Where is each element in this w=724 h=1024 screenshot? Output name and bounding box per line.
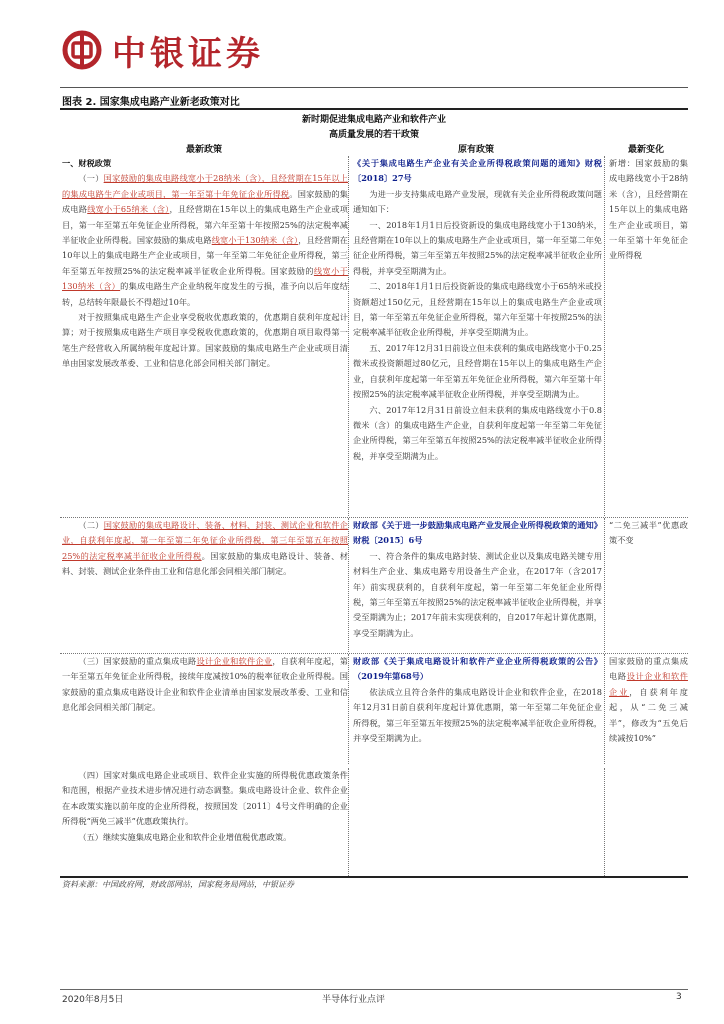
cell-paragraph: 《关于集成电路生产企业有关企业所得税政策问题的通知》财税〔2018〕27号 <box>353 158 602 184</box>
table-row <box>60 156 688 516</box>
source-note: 资料来源：中国政府网，财政部网站，国家税务局网站，中银证券 <box>62 880 294 889</box>
cell-paragraph: “二免三减半”优惠政策不变 <box>609 520 688 546</box>
cell-paragraph: 对于按照集成电路生产企业享受税收优惠政策的，优惠期自获利年度起计算；对于按照集成电路生产项目享受税收优惠政策的，优惠期自项目取得第一笔生产经营收入所属纳税年度起计算。国家鼓励的集成电路生产企业或项目清单由国家发展改革委、工业和信息化部会同相关部门制定。 <box>62 312 348 369</box>
cell-new-policy <box>62 654 348 764</box>
cell-paragraph: 新增：国家鼓励的集成电路线宽小于28纳米（含），且经营期在15年以上的集成电路生产企业或项目，第一年至第十年免征企业所得税 <box>609 158 688 261</box>
cell-old-policy <box>348 518 602 652</box>
bank-of-china-logo-icon <box>62 30 102 70</box>
brand-logo <box>62 28 264 72</box>
cell-new-policy <box>62 768 348 876</box>
cell-old-policy <box>348 156 602 516</box>
cell-paragraph: （五）继续实施集成电路企业和软件企业增值税优惠政策。 <box>78 831 292 842</box>
table-bottom-rule <box>60 876 688 878</box>
brand-name: 中银证券 <box>112 33 264 74</box>
table-row <box>60 518 688 652</box>
cell-paragraph: 一、2018年1月1日后投资新设的集成电路线宽小于130纳米，且经营期在10年以上的集成电路生产企业或项目，第一年至第二年免征企业所得税，第三年至第五年按照25%的法定税率减半征收企业所得税，并享受至期满为止。 <box>353 219 602 276</box>
header-divider <box>60 87 688 88</box>
cell-paragraph: 一、财税政策 <box>62 158 112 168</box>
column-header-change: 最新变化 <box>627 145 664 155</box>
cell-paragraph: 二、2018年1月1日后投资新设的集成电路线宽小于65纳米或投资额超过150亿元，且经营期在15年以上的集成电路生产企业或项目，第一年至第五年免征企业所得税，第六年至第十年按照25%的法定税率减半征收企业所得税，并享受至期满为止。 <box>353 281 602 338</box>
cell-paragraph: 依法成立且符合条件的集成电路设计企业和软件企业，在2018年12月31日前自获利年度起计算优惠期，第一年至第二年免征企业所得税，第三年至第五年按照25%的法定税率减半征收企业所得税，并享受至期满为止。 <box>353 686 602 744</box>
cell-paragraph: 财政部《关于进一步鼓励集成电路产业发展企业所得税政策的通知》财税〔2015〕6号 <box>353 520 602 546</box>
cell-paragraph: 六、2017年12月31日前设立但未获利的集成电路线宽小于0.8微米（含）的集成电路生产企业，自获利年度起第一年至第二年免征企业所得税，第三年至第五年按照25%的法定税率减半征收企业所得税，并享受至期满为止。 <box>353 404 602 461</box>
cell-new-policy <box>62 156 348 516</box>
table-row <box>60 654 688 764</box>
table-title-line1: 新时期促进集成电路产业和软件产业 <box>301 115 446 125</box>
cell-paragraph: 为进一步支持集成电路产业发展，现就有关企业所得税政策问题通知如下： <box>353 188 602 215</box>
figure-title: 图表 2. 国家集成电路产业新老政策对比 <box>62 97 240 108</box>
cell-paragraph: （一）国家鼓励的集成电路线宽小于28纳米（含），且经营期在15年以上的集成电路生产企业或项目，第一年至第十年免征企业所得税。国家鼓励的集成电路线宽小于65纳米（含），且经营期在15年以上的集成电路生产企业或项目，第一年至第五年免征企业所得税，第六年至第十年按照25%的法定税率减半征收企业所得税。国家鼓励的集成电路线宽小于130纳米（含），且经营期在10年以上的集成电路生产企业或项目，第一年至第二年免征企业所得税，第三年至第五年按照25%的法定税率减半征收企业所得税。国家鼓励的线宽小于130纳米（含）的集成电路生产企业纳税年度发生的亏损，准予向以后年度结转，总结转年限最长不得超过10年。 <box>62 173 348 307</box>
cell-change <box>604 518 688 652</box>
cell-new-policy <box>62 518 348 652</box>
column-header-new-policy: 最新政策 <box>185 145 222 155</box>
cell-change <box>604 156 688 516</box>
cell-paragraph: 五、2017年12月31日前设立但未获利的集成电路线宽小于0.25微米或投资额超过80亿元，且经营期在15年以上的集成电路生产企业，自获利年度起第一年至第五年免征企业所得税，第六年至第十年按照25%的法定税率减半征收企业所得税，并享受至期满为止。 <box>353 342 602 400</box>
cell-paragraph: 一、符合条件的集成电路封装、测试企业以及集成电路关键专用材料生产企业、集成电路专用设备生产企业，在2017年（含2017年）前实现获利的，自获利年度起，第一年至第二年免征企业所得税，第三年至第五年按照25%的法定税率减半征收企业所得税，并享受至期满为止；2017年前未实现获利的，自2017年起计算优惠期，享受至期满为止。 <box>353 550 602 638</box>
cell-paragraph: 财政部《关于集成电路设计和软件产业企业所得税政策的公告》（2019年第68号） <box>353 656 602 682</box>
cell-change <box>604 768 688 876</box>
cell-paragraph: （四）国家对集成电路企业或项目、软件企业实施的所得税优惠政策条件和范围，根据产业技术进步情况进行动态调整。集成电路设计企业、软件企业在本政策实施以前年度的企业所得税，按照国发〔2011〕4号文件明确的企业所得税“两免三减半”优惠政策执行。 <box>62 770 348 827</box>
cell-paragraph: 国家鼓励的重点集成电路设计企业和软件企业，自获利年度起，从“二免三减半”，修改为“五免后续减按10%” <box>609 656 688 744</box>
footer-date: 2020年8月5日 <box>62 995 124 1005</box>
footer-report-title: 半导体行业点评 <box>322 995 386 1005</box>
table-title-line2: 高质量发展的若干政策 <box>328 130 419 140</box>
table-row <box>60 768 688 876</box>
figure-title-rule <box>60 108 688 110</box>
cell-old-policy <box>348 768 602 876</box>
cell-old-policy <box>348 654 602 764</box>
page-number: 3 <box>676 992 682 1002</box>
cell-change <box>604 654 688 764</box>
cell-paragraph: （二）国家鼓励的集成电路设计、装备、材料、封装、测试企业和软件企业，自获利年度起，第一年至第二年免征企业所得税，第三年至第五年按照25%的法定税率减半征收企业所得税。国家鼓励的集成电路设计、装备、材料、封装、测试企业条件由工业和信息化部会同相关部门制定。 <box>62 520 348 577</box>
column-header-old-policy: 原有政策 <box>457 145 494 155</box>
footer-divider <box>60 989 688 990</box>
cell-paragraph: （三）国家鼓励的重点集成电路设计企业和软件企业，自获利年度起，第一年至第五年免征企业所得税，接续年度减按10%的税率征收企业所得税。国家鼓励的重点集成电路设计企业和软件企业清单由国家发展改革委、工业和信息化部会同相关部门制定。 <box>62 656 348 713</box>
